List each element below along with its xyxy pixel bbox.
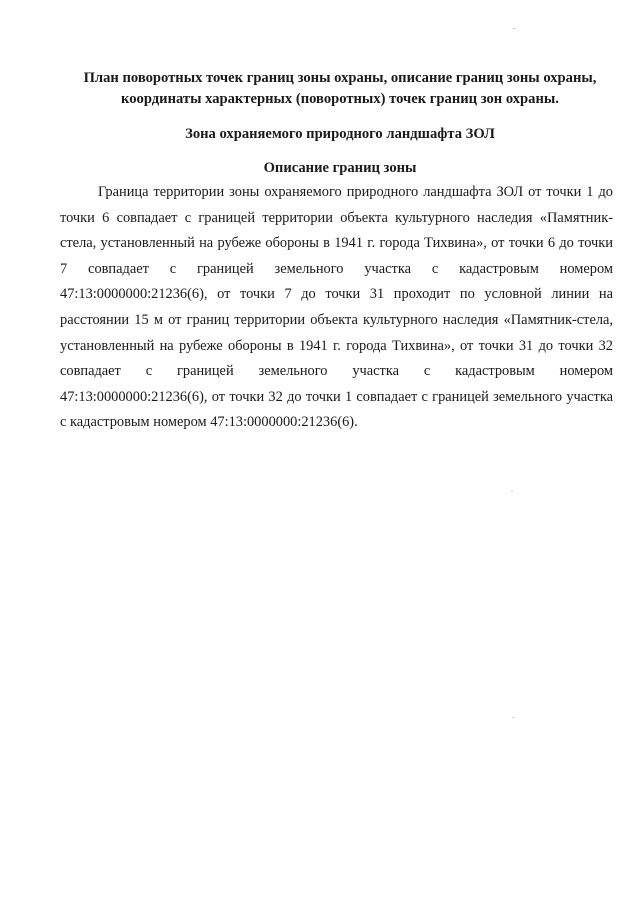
description-heading: Описание границ зоны bbox=[263, 160, 417, 176]
scan-speck bbox=[513, 28, 515, 29]
document-title bbox=[60, 68, 620, 110]
document-title-line-1: План поворотных точек границ зоны охраны, описание границ зоны охраны, bbox=[83, 70, 597, 86]
scan-speck bbox=[511, 491, 513, 492]
boundary-description-paragraph: Граница территории зоны охраняемого природного ландшафта ЗОЛ от точки 1 до точки 6 совпадает с границей территории объекта культурного наследия «Памятник-стела, установленный на рубеже обороны в 1941 г. города Тихвина», от точки 6 до точки 7 совпадает с границей земельного участка с кадастровым номером 47:13:0000000:21236(6), от точки 7 до точки 31 проходит по условной линии на расстоянии 15 м от границ территории объекта культурного наследия «Памятник-стела, установленный на рубеже обороны в 1941 г. города Тихвина», от точки 31 до точки 32 совпадает с границей земельного участка с кадастровым номером 47:13:0000000:21236(6), от точки 32 до точки 1 совпадает с границей земельного участка с кадастровым номером 47:13:0000000:21236(6). bbox=[60, 184, 613, 431]
zone-heading: Зона охраняемого природного ландшафта ЗОЛ bbox=[185, 126, 495, 142]
document-title-line-2: координаты характерных (поворотных) точек границ зон охраны. bbox=[121, 91, 559, 107]
scan-speck bbox=[512, 717, 514, 718]
